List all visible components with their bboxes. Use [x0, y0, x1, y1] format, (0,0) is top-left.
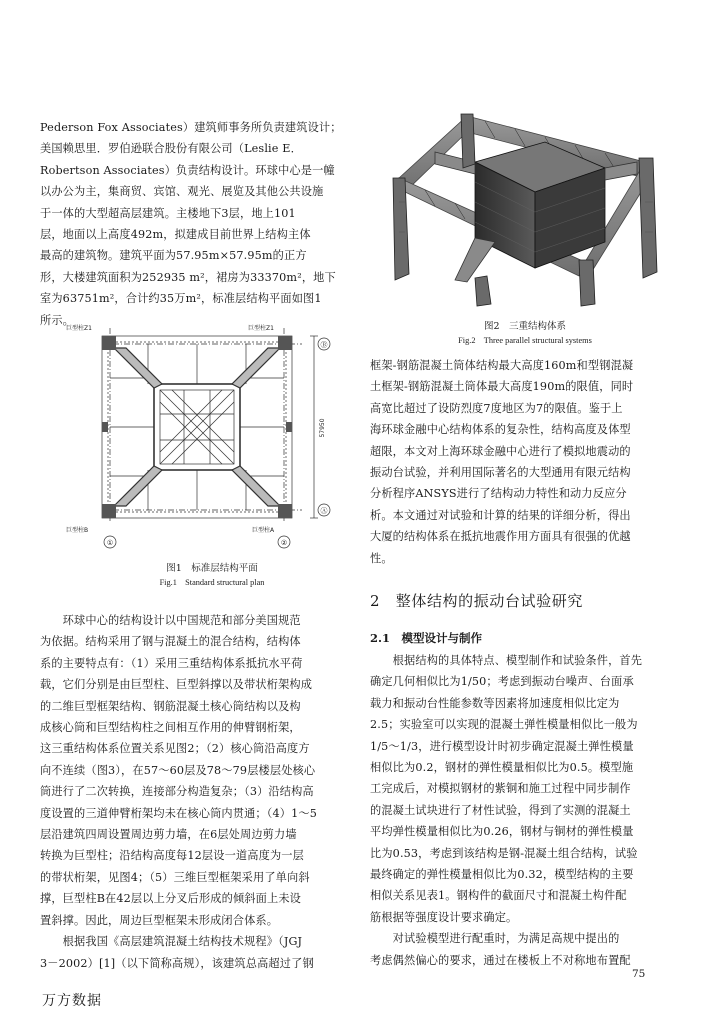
figure-2	[375, 92, 675, 352]
label-mega-col-a: 巨型柱A	[252, 527, 275, 534]
text-line: 系的主要特点有：（1）采用三重结构体系抵抗水平荷	[40, 656, 303, 670]
label-mega-col-z1-top: 巨型柱Z1	[66, 325, 92, 332]
text-line: 的混凝土试块进行了材性试验，得到了实测的混凝土	[370, 803, 631, 817]
section-heading: 2 整体结构的振动台试验研究	[370, 592, 583, 610]
watermark: 万方数据	[42, 993, 102, 1009]
text-line: Robertson Associates）负责结构设计。环球中心是一幢	[40, 163, 335, 177]
figure-2-caption-en: Fig.2 Three parallel structural systems	[458, 336, 592, 345]
text-line: 这三重结构体系位置关系见图2；（2）核心筒沿高度方	[40, 742, 310, 756]
text-line: 考虑偶然偏心的要求，通过在楼板上不对称地布置配	[370, 953, 631, 967]
text-line: 框架-钢筋混凝土筒体结构最大高度160m和型钢混凝	[370, 359, 634, 372]
figure-1	[62, 318, 362, 587]
text-line: 工完成后，对模拟钢材的紫铜和施工过程中同步制作	[370, 782, 631, 796]
text-line: 土框架-钢筋混凝土筒体最大高度190m的限值，同时	[370, 380, 634, 394]
text-line: 振动台试验，并利用国际著名的大型通用有限元结构	[370, 466, 631, 480]
text-line: 海环球金融中心结构体系的复杂性，结构高度及体型	[370, 423, 631, 437]
text-line: 置斜撑。因此，周边巨型框架未形成闭合体系。	[40, 913, 279, 927]
text-line: 筋根据等强度设计要求确定。	[370, 910, 518, 924]
grid-label-a: Ⓐ	[320, 507, 328, 515]
text-line: 根据我国《高层建筑混凝土结构技术规程》（JGJ	[40, 935, 303, 949]
grid-label-2: ②	[280, 539, 288, 547]
text-line: 最终确定的弹性模量相似比为0.32，模型结构的主要	[370, 868, 634, 882]
text-line: 于一体的大型超高层建筑。主楼地下3层，地上101	[40, 206, 296, 220]
text-line: 分析程序ANSYS进行了结构动力特性和动力反应分	[370, 487, 627, 501]
text-line: 2.5；实验室可以实现的混凝土弹性模量相似比一般为	[370, 718, 638, 732]
text-line: 撑，巨型柱B在42层以上分叉后形成的倾斜面上未设	[40, 892, 301, 906]
text-line: 层，地面以上高度492m，拟建成目前世界上结构主体	[40, 228, 311, 242]
text-line: 向不连续（图3），在57～60层及78～79层楼层处核心	[40, 763, 316, 777]
text-line: Pederson Fox Associates）建筑师事务所负责建筑设计；	[40, 121, 342, 134]
text-line: 比为0.53，考虑到该结构是钢-混凝土组合结构，试验	[370, 846, 638, 860]
text-line: 相似比为0.2，钢材的弹性模量相似比为0.5。模型施	[370, 761, 634, 775]
text-line: 筒进行了二次转换，连接部分构造复杂；（3）沿结构高	[40, 785, 314, 799]
text-line: 的二维巨型框架结构、钢筋混凝土核心筒结构以及构	[40, 699, 301, 713]
grid-label-1: ①	[106, 539, 114, 547]
structural-plan-drawing	[62, 318, 362, 558]
label-mega-col-b: 巨型柱B	[66, 527, 89, 534]
text-line: 室为63751m²，合计约35万m²，标准层结构平面如图1	[40, 292, 322, 306]
text-line: 析。本文通过对试验和计算的结果的详细分析，得出	[370, 508, 631, 522]
text-line: 性。	[370, 551, 393, 565]
grid-label-b: Ⓑ	[320, 341, 328, 349]
text-line: 1/5～1/3，进行模型设计时初步确定混凝土弹性模量	[370, 739, 634, 753]
figure-1-caption-en: Fig.1 Standard structural plan	[159, 578, 265, 587]
text-line: 环球中心的结构设计以中国规范和部分美国规范	[40, 614, 301, 627]
right-para-2	[370, 650, 680, 971]
text-line: 3－2002）[1]（以下简称高规），该建筑总高超过了钢	[40, 956, 314, 970]
label-dimension: 57950	[319, 418, 326, 438]
text-line: 根据结构的具体特点、模型制作和试验条件，首先	[370, 654, 643, 667]
text-line: 美国赖思里．罗伯逊联合股份有限公司（Leslie E．	[40, 142, 302, 156]
label-mega-col-z1-right: 巨型柱Z1	[248, 325, 274, 332]
text-line: 对试验模型进行配重时，为满足高规中提出的	[370, 932, 620, 946]
text-line: 确定几何相似比为1/50；考虑到振动台噪声、台面承	[370, 675, 634, 689]
text-line: 为依据。结构采用了钢与混凝土的混合结构，结构体	[40, 635, 301, 649]
text-line: 形，大楼建筑面积为252935 m²，裙房为33370m²，地下	[40, 270, 336, 284]
left-para-2	[40, 610, 358, 974]
text-line: 转换为巨型柱；沿结构高度每12层设一道高度为一层	[40, 849, 304, 863]
text-line: 大厦的结构体系在抵抗地震作用方面具有很强的优越	[370, 530, 631, 544]
text-line: 度设置的三道伸臂桁架均未在核心筒内贯通；（4）1～5	[40, 806, 317, 820]
text-line: 以办公为主，集商贸、宾馆、观光、展览及其他公共设施	[40, 185, 324, 199]
right-para-1	[370, 355, 680, 569]
text-line: 最高的建筑物。建筑平面为57.95m×57.95m的正方	[40, 249, 307, 263]
figure-2-caption-cn: 图2 三重结构体系	[483, 321, 567, 332]
text-line: 超限，本文对上海环球金融中心进行了模拟地震动的	[370, 444, 631, 458]
page-number: 75	[632, 968, 646, 980]
text-line: 成核心筒和巨型结构柱之间相互作用的伸臂钢桁架，	[40, 721, 301, 735]
subsection-heading: 2.1 模型设计与制作	[370, 631, 483, 645]
text-line: 所示。	[40, 313, 75, 327]
text-line: 载力和振动台性能参数等因素将加速度相似比定为	[370, 696, 620, 710]
structural-system-3d-drawing	[375, 92, 675, 312]
text-line: 载，它们分别是由巨型柱、巨型斜撑以及带状桁架构成	[40, 678, 313, 692]
text-line: 层沿建筑四周设置周边剪力墙，在6层处周边剪力墙	[40, 828, 297, 842]
figure-1-caption-cn: 图1 标准层结构平面	[166, 563, 258, 574]
text-line: 高宽比超过了设防烈度7度地区为7的限值。鉴于上	[370, 401, 623, 415]
text-line: 的带状桁架，见图4；（5）三维巨型框架采用了单向斜	[40, 870, 310, 884]
left-para-1	[40, 117, 358, 331]
text-line: 相似关系见表1。钢构件的截面尺寸和混凝土构件配	[370, 889, 627, 903]
text-line: 平均弹性模量相似比为0.26，钢材与铜材的弹性模量	[370, 825, 634, 839]
